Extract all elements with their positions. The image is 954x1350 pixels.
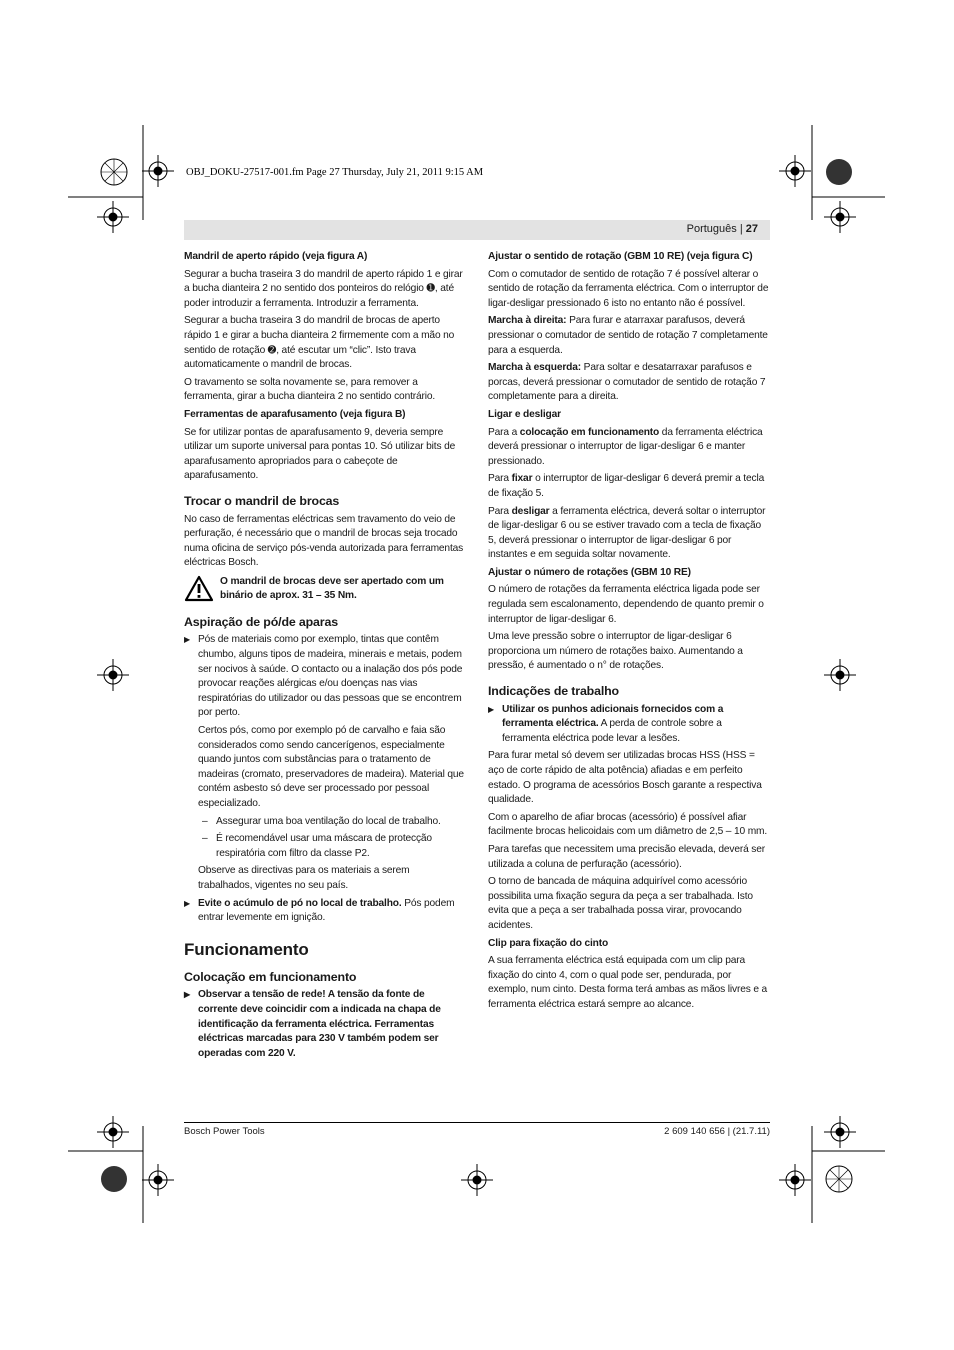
paragraph bbox=[488, 472, 770, 501]
bullet-text: Pós podem entrar levemente em ignição. bbox=[198, 897, 455, 924]
paragraph: Com o comutador de sentido de rotação 7 é possível alterar o sentido de rotação da ferramenta eléctrica. Com o interruptor de ligar-desligar pressionado 6 isto no entanto não é possível. bbox=[488, 268, 769, 309]
right-column bbox=[488, 248, 770, 1016]
section-title: Ferramentas de aparafusamento (veja figura B) bbox=[184, 408, 406, 420]
paragraph-text: Para bbox=[488, 505, 512, 517]
paragraph: O número de rotações da ferramenta eléctrica ligada pode ser regulada sem escalonamento, dependendo de quanto premir o interruptor de ligar-desligar 6. bbox=[488, 584, 764, 625]
left-column bbox=[184, 248, 466, 1064]
section-title: Mandril de aperto rápido (veja figura A) bbox=[184, 251, 368, 262]
footer-rule bbox=[184, 1122, 770, 1123]
header-language: Português bbox=[686, 223, 737, 235]
paragraph: Para tarefas que necessitem uma precisão elevada, deverá ser utilizada a coluna de perfuração (acessório). bbox=[488, 843, 765, 870]
section-title: Clip para fixação do cinto bbox=[488, 937, 609, 949]
paragraph-text: o interruptor de ligar-desligar 6 deverá premir a tecla de fixação 5. bbox=[488, 473, 765, 499]
bold-text: Evite o acúmulo de pó no local de trabalho. bbox=[198, 897, 402, 909]
paragraph: Se for utilizar pontas de aparafusamento 9, deveria sempre utilizar um suporte universal para pontas 10. Só utilizar bits de aparafusamento apropriados para o cabeçote de aparafusamento. bbox=[184, 426, 456, 482]
paragraph bbox=[488, 426, 770, 470]
page-header: Português | 27 bbox=[686, 223, 758, 235]
bold-text: Marcha à direita: bbox=[488, 315, 567, 327]
warning-triangle-icon bbox=[184, 575, 214, 602]
paragraph-text: Para bbox=[488, 473, 512, 485]
paragraph bbox=[488, 505, 770, 563]
bullet-item bbox=[184, 897, 466, 926]
paragraph: Segurar a bucha traseira 3 do mandril de brocas de aperto rápido 1 e girar a bucha dianteira 2 firmemente com a mão no sentido de rotação ➋, até escutar um “clic”. Isto trava automaticamente o mandril de brocas. bbox=[184, 315, 455, 371]
warning-note bbox=[184, 575, 466, 605]
footer-docnumber: 2 609 140 656 | (21.7.11) bbox=[664, 1126, 770, 1137]
paragraph bbox=[488, 314, 770, 358]
section-title: Ligar e desligar bbox=[488, 408, 561, 420]
file-info: OBJ_DOKU-27517-001.fm Page 27 Thursday, July 21, 2011 9:15 AM bbox=[186, 167, 484, 178]
paragraph-text: a ferramenta eléctrica, deverá soltar o interruptor de ligar-desligar 6 ou se estiver travado com a tecla de fixação 5, deverá pressionar o interruptor de ligar-desligar 6 por instantes e em seguida soltar novamente. bbox=[488, 505, 766, 561]
paragraph: A sua ferramenta eléctrica está equipada com um clip para fixação do cinto 4, com o qual pode ser, pendurada, por exemplo, num cinto. Desta forma terá ambas as mãos livres e a ferramenta eléctrica estará sempre ao alcance. bbox=[488, 955, 768, 1010]
paragraph: Observe as directivas para os materiais a serem trabalhados, vigentes no seu país. bbox=[198, 865, 410, 891]
section-heading: Colocação em funcionamento bbox=[184, 969, 357, 984]
footer-brand: Bosch Power Tools bbox=[184, 1126, 265, 1137]
bold-text: colocação em funcionamento bbox=[519, 426, 660, 438]
section-title: Ajustar o número de rotações (GBM 10 RE) bbox=[488, 566, 691, 578]
bullet-item bbox=[488, 703, 770, 747]
bold-text: fixar bbox=[511, 473, 533, 485]
warning-text: O mandril de brocas deve ser apertado com um binário de aprox. 31 – 35 Nm. bbox=[220, 575, 444, 602]
paragraph-text: Para soltar e desatarraxar parafusos e porcas, deverá pressionar o comutador de sentido de rotação 7 completamente para a direita. bbox=[488, 362, 766, 403]
bold-text: Utilizar os punhos adicionais fornecidos com a ferramenta eléctrica. bbox=[502, 703, 724, 730]
paragraph: Para furar metal só devem ser utilizadas brocas HSS (HSS = aço de corte rápido de alta potência) afiadas e em perfeito estado. O programa de acessórios Bosch garante a respectiva qualidade. bbox=[488, 750, 762, 806]
paragraph: Segurar a bucha traseira 3 do mandril de aperto rápido 1 e girar a bucha dianteira 2 no sentido dos ponteiros do relógio ➊, até poder introduzir a ferramenta. Introduzir a ferramenta. bbox=[184, 268, 463, 309]
section-heading: Indicações de trabalho bbox=[488, 684, 619, 699]
section-title: Ajustar o sentido de rotação (GBM 10 RE) (veja figura C) bbox=[488, 251, 753, 262]
paragraph-text: Para a bbox=[488, 426, 520, 438]
bullet-text: A perda de controle sobre a ferramenta eléctrica pode levar a lesões. bbox=[502, 718, 722, 744]
paragraph: O travamento se solta novamente se, para remover a ferramenta, girar a bucha dianteira 2 no sentido contrário. bbox=[184, 376, 436, 403]
page-number: 27 bbox=[745, 223, 758, 235]
paragraph: O torno de bancada de máquina adquirível como acessório possibilita uma fixação segura da peça a ser trabalhada. Isto evita que a peça a ser trabalhada possa virar, provocando acidentes. bbox=[488, 876, 753, 931]
dash-item: – É recomendável usar uma máscara de protecção respiratória com filtro da classe P2. bbox=[184, 832, 466, 861]
section-heading: Trocar o mandril de brocas bbox=[184, 493, 340, 508]
paragraph-text: Para furar e atarraxar parafusos, deverá pressionar o comutador de sentido de rotação 7 completamente para a esquerda. bbox=[488, 315, 768, 356]
bold-text: Marcha à esquerda: bbox=[488, 362, 581, 374]
bold-text: desligar bbox=[511, 505, 550, 517]
paragraph-text: da ferramenta eléctrica deverá pressionar o interruptor de ligar-desligar 6 e manter pressionado. bbox=[488, 426, 763, 467]
paragraph: No caso de ferramentas eléctricas sem travamento do veio de perfuração, é necessário que o mandril de brocas seja trocado numa oficina de serviço pós-venda autorizada para ferramentas eléctricas Bosch. bbox=[184, 513, 464, 569]
header-bar bbox=[184, 220, 770, 240]
bullet-item: ▶ Pós de materiais como por exemplo, tintas que contêm chumbo, alguns tipos de madeira, minerais e metais, podem ser nocivos à saúde. O contacto ou a inalação dos pós pode provocar reações alérgicas e/ou doenças nas vias respiratórias do utilizador ou das pessoas que se encontrem por perto. bbox=[184, 633, 466, 721]
paragraph: Com o aparelho de afiar brocas (acessório) é possível afiar facilmente brocas helicoidais com um diâmetro de 2,5 – 10 mm. bbox=[488, 811, 768, 838]
paragraph bbox=[488, 361, 770, 405]
chapter-heading: Funcionamento bbox=[184, 939, 309, 959]
section-heading: Aspiração de pó/de aparas bbox=[184, 614, 338, 629]
paragraph: Certos pós, como por exemplo pó de carvalho e faia são considerados como sendo cancerígenos, especialmente quando juntos com substâncias para o tratamento de madeiras (cromato, preservadores de madeira). Material que contém asbesto só deve ser processado por pessoal especializado. bbox=[198, 725, 464, 809]
paragraph: Uma leve pressão sobre o interruptor de ligar-desligar 6 proporciona um número de rotações baixo. Aumentando a pressão, é aumentado o n° de rotações. bbox=[488, 631, 743, 672]
dash-item: – Assegurar uma boa ventilação do local de trabalho. bbox=[184, 815, 466, 830]
bullet-item: ▶ Observar a tensão de rede! A tensão da fonte de corrente deve coincidir com a indicada na chapa de identificação da ferramenta eléctrica. Ferramentas eléctricas marcadas para 230 V também podem ser operadas com 220 V. bbox=[184, 988, 466, 1061]
